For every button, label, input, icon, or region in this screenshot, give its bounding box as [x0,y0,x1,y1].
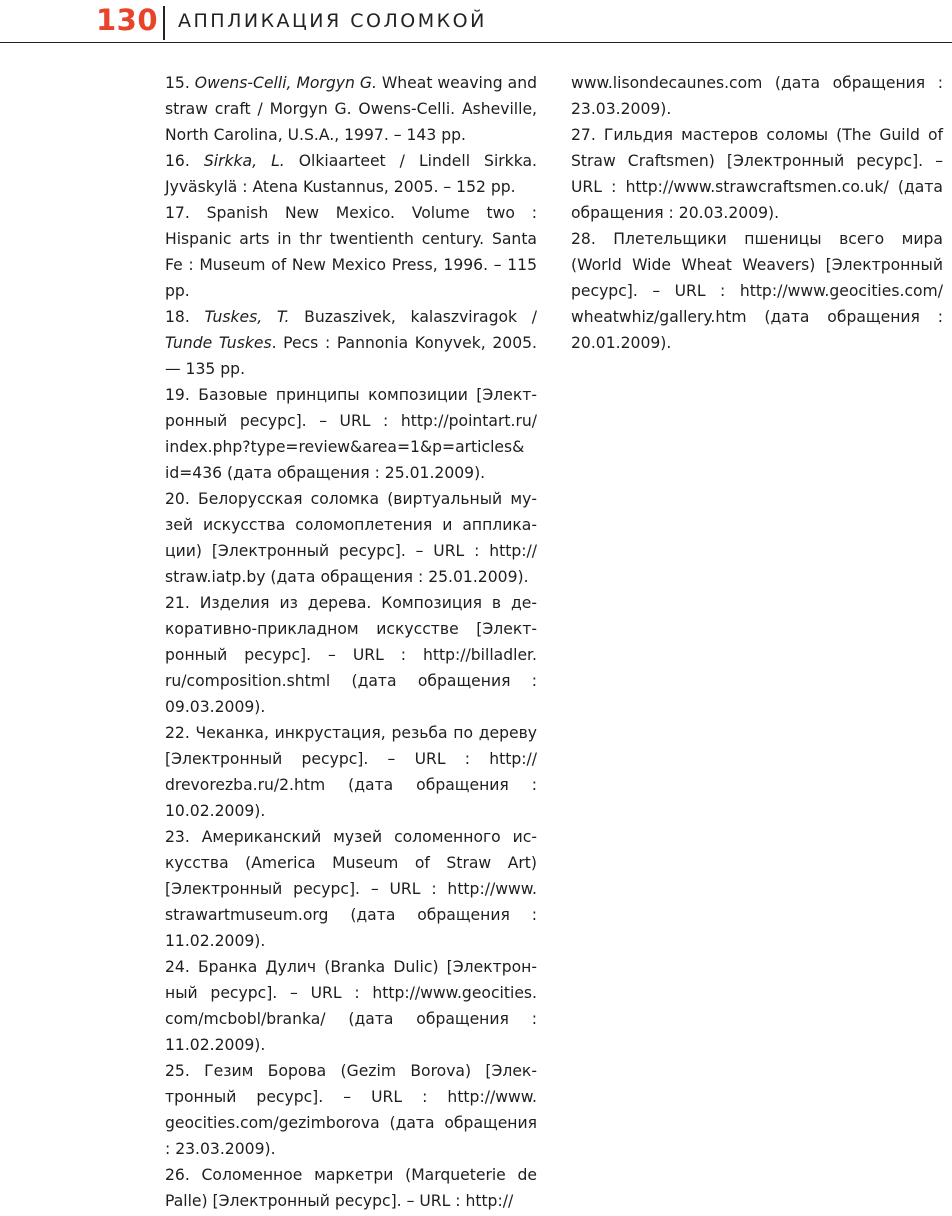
references-left-column [165,70,537,1214]
reference-text: Buzaszivek, kalaszviragok / [289,308,537,326]
reference-entry [165,148,537,200]
reference-text: Соломенное маркетри (Marqueterie de Palle) [Электронный ресурс]. – URL : http:// [165,1166,537,1210]
reference-text: www.lisondecaunes.com (дата обращения : 23.03.2009). [571,74,943,118]
reference-text: Olkiaarteet / Lindell Sirkka. Jyväskylä : Atena Kustannus, 2005. – 152 pp. [165,152,537,196]
reference-text: Wheat weaving and straw craft / Morgyn G. Owens-Celli. Asheville, North Carolina, U.S.A., 1997. – 143 pp. [165,74,537,144]
reference-entry [165,304,537,382]
reference-num: 25. [165,1062,190,1080]
reference-num: 28. [571,230,596,248]
reference-text2: . Pecs : Pannonia Konyvek, 2005. — 135 pp. [165,334,537,378]
reference-num: 24. [165,958,190,976]
reference-author: Sirkka, L. [203,152,285,170]
page-number: 130 [96,3,159,37]
reference-entry [165,954,537,1058]
reference-author: Tuskes, T. [204,308,290,326]
reference-text: Spanish New Mexico. Volume two : Hispanic arts in thr twentienth century. Santa Fe : Museum of New Mexico Press, 1996. – 115 pp. [165,204,537,300]
reference-italic-tail: Tunde Tuskes [165,334,272,352]
reference-num: 27. [571,126,596,144]
reference-entry [165,1058,537,1162]
reference-entry [165,382,537,486]
reference-num: 18. [165,308,190,326]
reference-num: 17. [165,204,190,222]
reference-entry [165,1162,537,1214]
reference-num: 26. [165,1166,190,1184]
reference-num: 23. [165,828,190,846]
reference-num: 19. [165,386,190,404]
reference-entry [165,486,537,590]
reference-entry [571,226,943,356]
reference-text: Базовые принципы композиции [Электронный ресурс]. – URL : http://pointart.ru/ index.php?type=review&area=1&p=articles& id=436 (дата обращения : 25.01.2009). [165,386,537,482]
reference-num: 22. [165,724,190,742]
reference-num: 16. [165,152,190,170]
reference-entry [571,70,943,122]
reference-text: Американский музей соломенного искусства (America Museum of Straw Art) [Электронный ресурс]. – URL : http://www. strawartmuseum.org (дата обращения : 11.02.2009). [165,828,537,950]
reference-text: Гезим Борова (Gezim Borova) [Электронный ресурс]. – URL : http://www. geocities.com/gezimborova (дата обращения : 23.03.2009). [165,1062,537,1158]
reference-num: 21. [165,594,190,612]
reference-text: Гильдия мастеров соломы (The Guild of Straw Craftsmen) [Электронный ресурс]. – URL : http://www.strawcraftsmen.co.uk/ (дата обращения : 20.03.2009). [571,126,943,222]
reference-entry [571,122,943,226]
reference-entry [165,720,537,824]
running-title: АППЛИКАЦИЯ СОЛОМКОЙ [178,10,487,32]
reference-num: 20. [165,490,190,508]
reference-entry [165,70,537,148]
reference-entry [165,824,537,954]
reference-text: Чеканка, инкрустация, резьба по дереву [Электронный ресурс]. – URL : http:// drevorezba.ru/2.htm (дата обращения : 10.02.2009). [165,724,537,820]
reference-entry [165,200,537,304]
reference-author: Owens-Celli, Morgyn G. [194,74,377,92]
reference-text: Плетельщики пшеницы всего мира (World Wide Wheat Weavers) [Электронный ресурс]. – URL : http://www.geocities.com/ wheatwhiz/gallery.htm (дата обращения : 20.01.2009). [571,230,943,352]
reference-num: 15. [165,74,190,92]
references-right-column [571,70,943,356]
reference-text: Изделия из дерева. Композиция в декоративно-прикладном искусстве [Электронный ресурс]. – URL : http://billadler. ru/composition.shtml (дата обращения : 09.03.2009). [165,594,537,716]
page-header [0,0,952,43]
reference-entry [165,590,537,720]
reference-text: Белорусская соломка (виртуальный музей искусства соломоплетения и аппликации) [Электронный ресурс]. – URL : http:// straw.iatp.by (дата обращения : 25.01.2009). [165,490,537,586]
header-divider [163,6,165,40]
reference-text: Бранка Дулич (Branka Dulic) [Электронный ресурс]. – URL : http://www.geocities. com/mcbobl/branka/ (дата обращения : 11.02.2009). [165,958,537,1054]
